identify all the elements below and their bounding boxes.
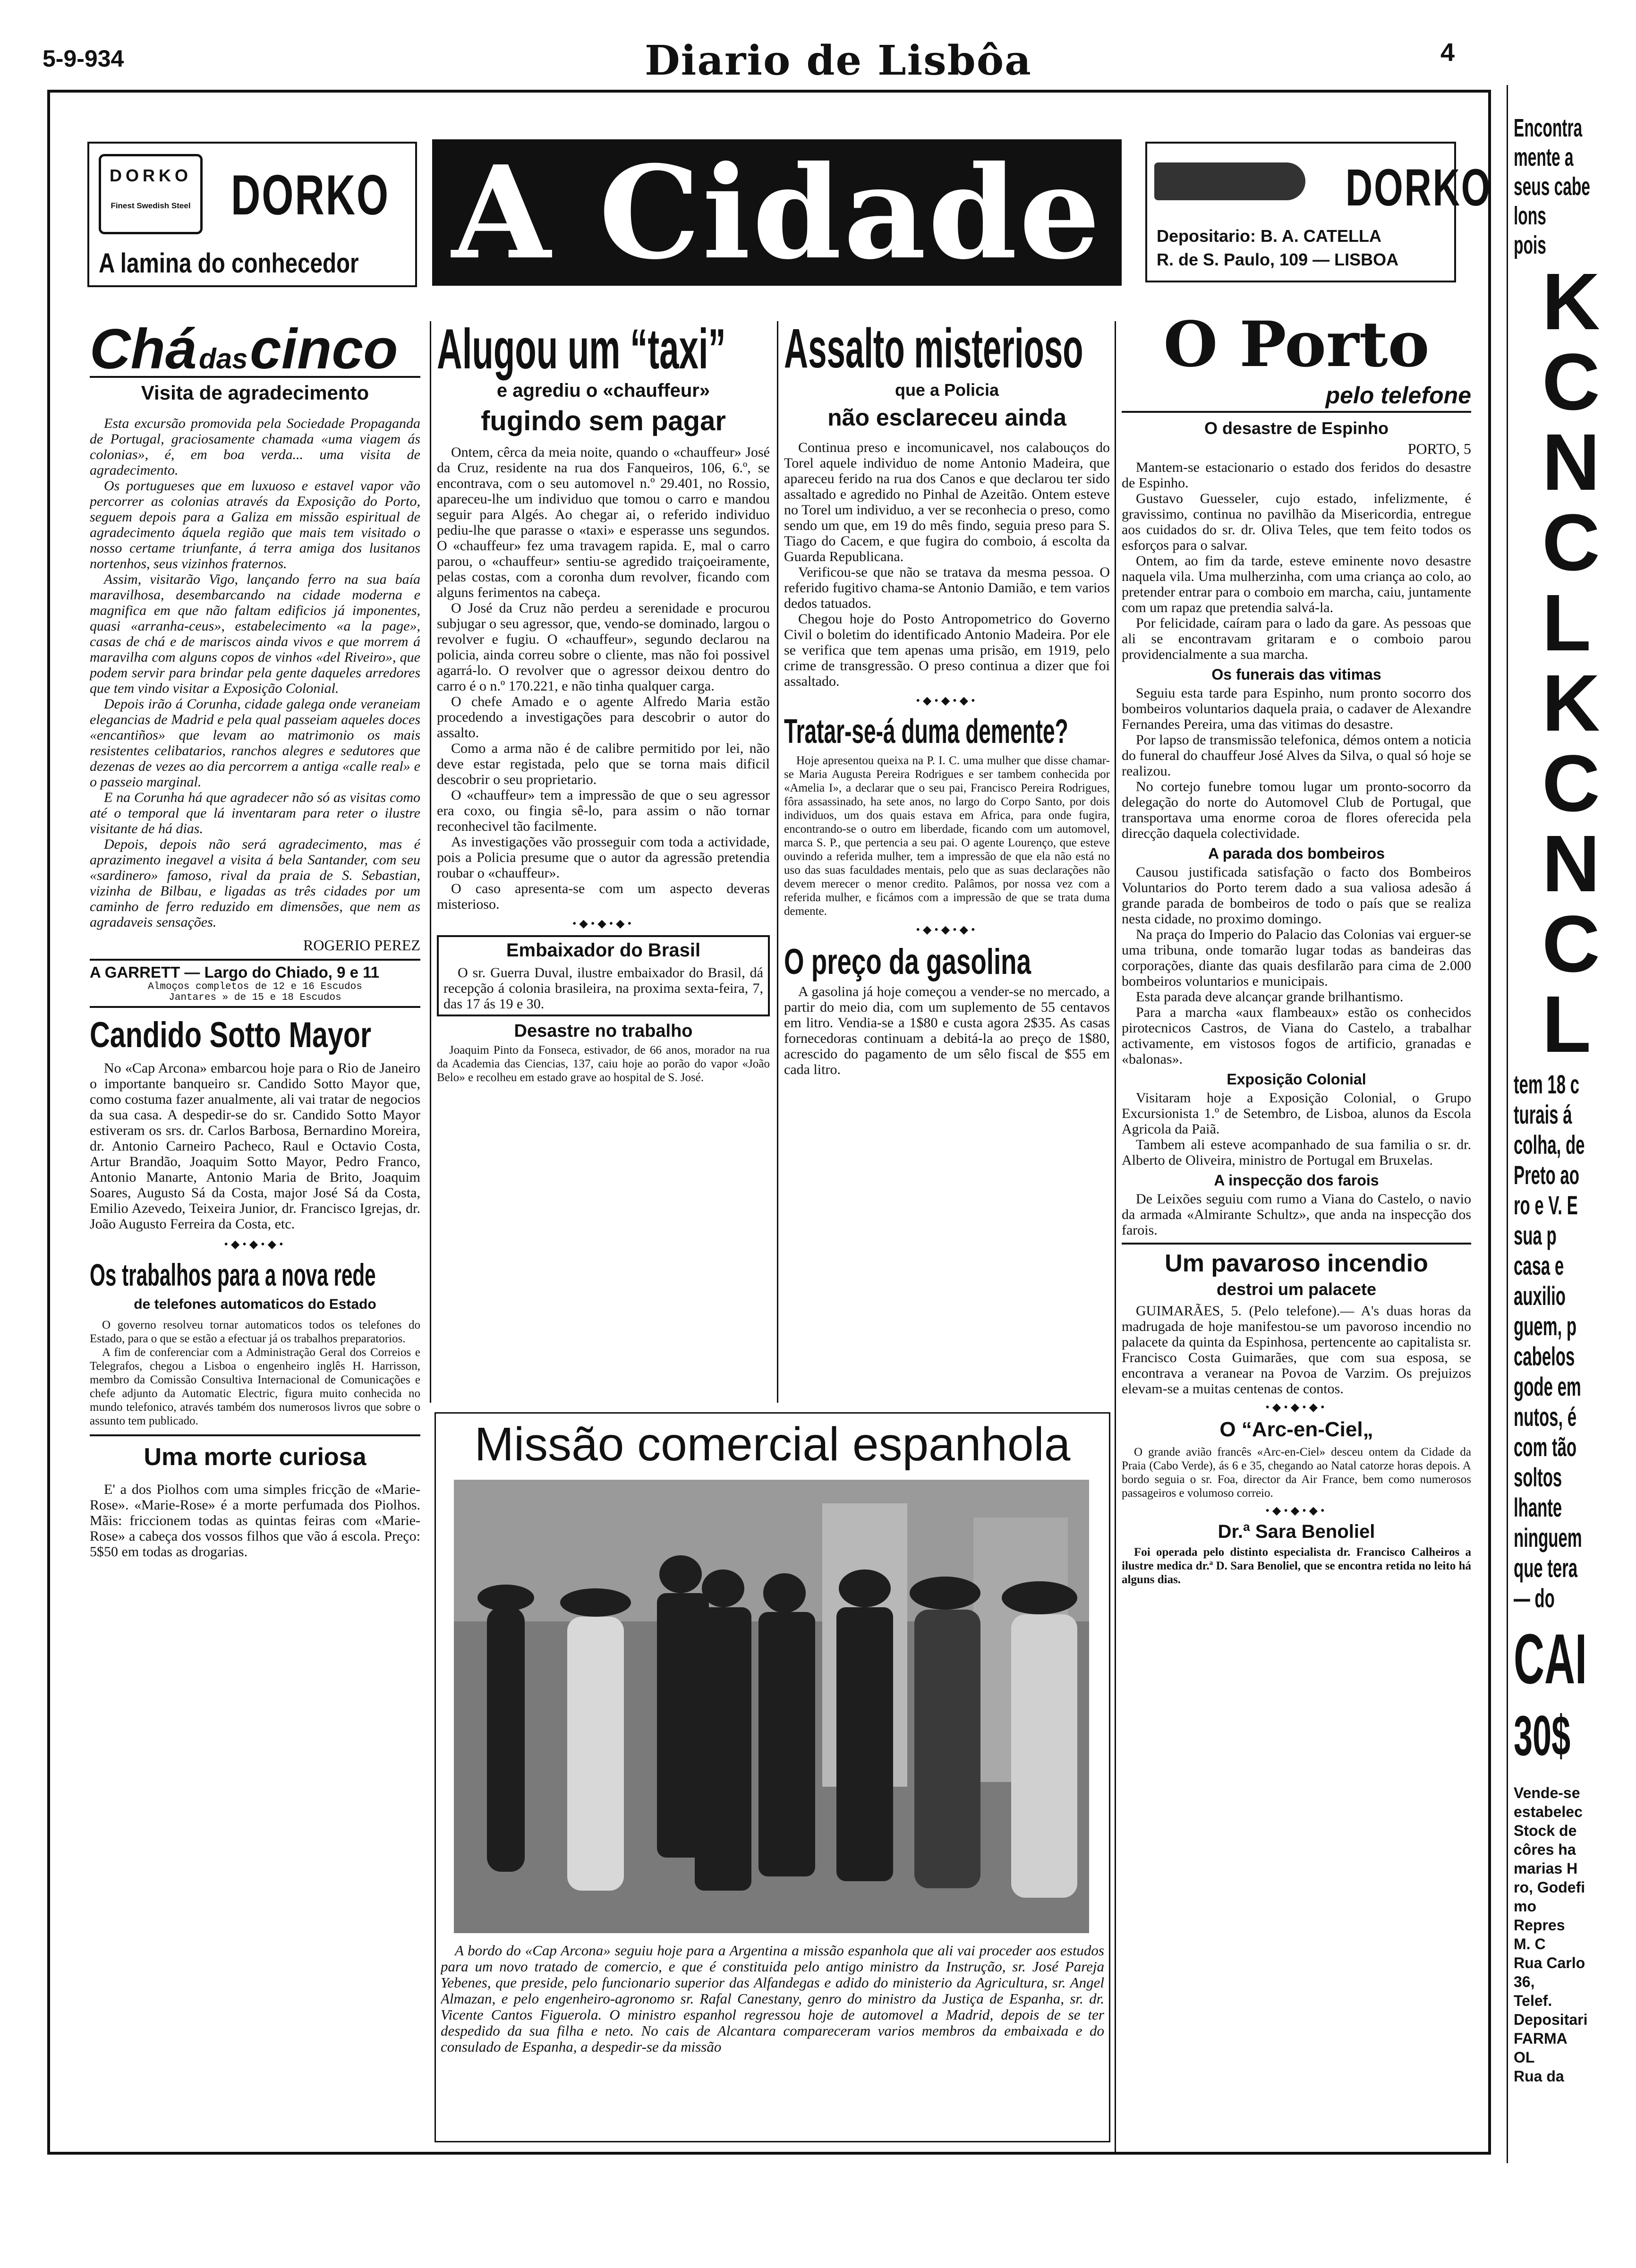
paragraph: Depois, depois não será agradecimento, mas é aprazimento inegavel a visita á bela Santander, com seu «sardinero» famoso, rival da praia de S. Sebastian, vizinha de Bilbau, e ligadas as três cidades por um caminho de ferro reduzido em dimensões, que nem as agradaveis sensações.: [90, 836, 420, 930]
strip-line: Preto ao: [1514, 1160, 1579, 1190]
gasolina-text: A gasolina já hoje começou a vender-se no mercado, a partir do meio dia, com um suplemento de 55 centavos em litro. Vendia-se a 1$80 e custa agora 2$35. As casas fornecedoras continuam a debitá-la ao preço de 1$80, acrescido do pagamento de um sêlo fiscal de $55 em cada litro.: [784, 984, 1110, 1077]
razor-blade-icon: [99, 154, 203, 234]
candido-text: No «Cap Arcona» embarcou hoje para o Rio de Janeiro o importante banqueiro sr. Candido Sotto Mayor que, como costuma fazer anualmente, ali vai tratar de negocios da sua casa. A despedir-se do sr. Candido Sotto Mayor estiveram os srs. dr. Carlos Barbosa, Bernardino Moreira, dr. Antonio Carneiro Pacheco, Raul e Octavio Costa, Artur Brandão, Joaquim Sotto Mayor, Pedro Franco, Antonio Manarte, Antonio Maria de Brito, Joaquim Soares, Augusto Sá da Costa, major José Sá da Costa, Emilio Azevedo, Teixeira Junior, dr. Francisco Igrejas, dr. João Augusto Ferreira da Costa, etc.: [90, 1060, 420, 1232]
paragraph: Ontem, ao fim da tarde, esteve eminente novo desastre naquela vila. Uma mulherzinha, com uma criança ao colo, ao pretender entrar para o comboio em marcha, caiu, juntamente com um rapaz que pretendia salvá-la.: [1122, 553, 1471, 615]
strip-line: lhante: [1514, 1492, 1562, 1522]
ad-left-brand: DORKO: [231, 163, 390, 227]
ad-right-brand: DORKO: [1346, 159, 1492, 217]
assalto-sub2: não esclareceu ainda: [827, 404, 1066, 431]
strip-line: mente a: [1514, 143, 1574, 171]
blade-strap: Finest Swedish Steel: [111, 201, 191, 210]
strip-line: auxilio: [1514, 1281, 1566, 1311]
strip-line: L: [1542, 578, 1591, 668]
embaixador-box: [437, 935, 770, 1016]
morte-text: E' a dos Piolhos com uma simples fricção de «Marie-Rose». «Marie-Rose» é a morte perfumada dos Piolhos. Mãis: friccionem todas as quintas feiras com «Marie-Rose» a cabeça dos vossos filhos que vão á escola. Preço: 5$50 em todas as drogarias.: [90, 1482, 420, 1560]
desastre-text: Joaquim Pinto da Fonseca, estivador, de 66 anos, morador na rua da Academia das Ciencias, 137, caiu hoje ao porão do vapor «João Belo» e recolheu em estado grave ao hospital de S. José.: [437, 1044, 770, 1084]
section-banner: [432, 139, 1122, 286]
strip-line: guem, p: [1514, 1311, 1577, 1341]
rule: [1122, 1243, 1471, 1245]
paragraph: O «chauffeur» tem a impressão de que o seu agressor era coxo, ou fingia sê-lo, para assim o não tornar reconhecivel tão facilmente.: [437, 787, 770, 834]
strip-big-letters: [1514, 257, 1634, 1069]
trabalhos-title: Os trabalhos para a nova rede: [90, 1257, 376, 1292]
ad-right-line2: R. de S. Paulo, 109 — LISBOA: [1157, 250, 1399, 269]
parada-p3: Esta parada deve alcançar grande brilhantismo.: [1136, 989, 1404, 1005]
photo-section: [435, 1412, 1110, 2142]
column-3: [784, 316, 1110, 1398]
rule: [90, 1006, 420, 1008]
desastre-title: Desastre no trabalho: [514, 1021, 693, 1041]
parada-p2: Na praça do Imperio do Palacio das Colonias vai erguer-se uma tribuna, onde tomarão lugar todas as bandeiras das corporações, diante das quais desfilarão para cima de 2.000 bombeiros voluntarios e municipais.: [1122, 927, 1471, 989]
assalto-title: Assalto misterioso: [784, 317, 1083, 380]
strip-line: K: [1542, 658, 1600, 748]
column-4: [1122, 312, 1471, 2140]
strip-line: C: [1542, 498, 1600, 588]
garrett-ad-line: Almoços completos de 12 e 16 Escudos: [148, 981, 362, 992]
strip-line: que tera: [1514, 1553, 1578, 1583]
article-title-cha: [90, 316, 420, 381]
paragraph: O José da Cruz não perdeu a serenidade e procurou subjugar o seu agressor, que, vendo-se dominado, largou o revolver e fugiu. O «chauffeur», segundo declarou na policia, ainda correu sobre o cliente, mas não foi possivel agarrá-lo. O revolver que o agressor deixou dentro do carro é o n.º 170.221, e não tinha qualquer carga.: [437, 600, 770, 694]
separator: •◆•◆•◆•: [224, 1238, 286, 1251]
paragraph: O chefe Amado e o agente Alfredo Maria estão procedendo a investigações para descobrir o autor do assalto.: [437, 694, 770, 741]
separator: •◆•◆•◆•: [572, 918, 634, 930]
embaixador-text: O sr. Guerra Duval, ilustre embaixador do Brasil, dá recepção á colonia brasileira, na proxima sexta-feira, 7, das 17 ás 19 e 30.: [443, 965, 763, 1012]
strip-line: pois: [1514, 231, 1546, 259]
strip-line: Depositari: [1514, 2011, 1588, 2028]
garrett-ad: A GARRETT — Largo do Chiado, 9 e 11: [90, 963, 380, 981]
separator: •◆•◆•◆•: [916, 695, 978, 707]
incendio-title: Um pavaroso incendio: [1165, 1250, 1428, 1277]
strip-line: N: [1542, 418, 1600, 507]
strip-big-cai: CAI: [1514, 1619, 1587, 1698]
dateline: PORTO, 5: [1407, 440, 1471, 457]
incendio-subtitle: destroi um palacete: [1216, 1279, 1377, 1299]
strip-line: turais á: [1514, 1100, 1572, 1129]
strip-line: marias H: [1514, 1860, 1578, 1877]
strip-line: casa e: [1514, 1251, 1564, 1280]
embaixador-title: Embaixador do Brasil: [506, 940, 701, 961]
strip-line: FARMA: [1514, 2030, 1568, 2047]
strip-line: ro, Godefi: [1514, 1879, 1585, 1896]
column-rule: [1507, 85, 1508, 2163]
taxi-sub1: e agrediu o «chauffeur»: [496, 380, 710, 401]
funerais-title: Os funerais das vitimas: [1211, 666, 1381, 683]
arc-text: O grande avião francês «Arc-en-Ciel» desceu ontem da Cidade da Praia (Cabo Verde), ás 6 e 35, chegando ao Natal catorze horas depois. A bordo seguia o sr. Foa, director da Air France, bem como numerosos passageiros e volumoso correio.: [1122, 1446, 1471, 1500]
column-2: [437, 316, 770, 1398]
strip-line: Rua Carlo: [1514, 1954, 1585, 1971]
photo-headline: Missão comercial espanhola: [474, 1418, 1071, 1470]
column-1: [90, 316, 420, 2140]
candido-title: Candido Sotto Mayor: [90, 1015, 372, 1055]
strip-line: M. C: [1514, 1935, 1546, 1953]
paragraph: Esta excursão promovida pela Sociedade Propaganda de Portugal, graciosamente chamada «uma viagem ás colonias», é, em boa verda... uma visita de agradecimento.: [90, 416, 420, 478]
separator: •◆•◆•◆•: [1265, 1505, 1328, 1517]
farois-text: De Leixões seguiu com rumo a Viana do Castelo, o navio da armada «Almirante Schultz», que anda na inspecção dos farois.: [1122, 1191, 1471, 1238]
strip-line: OL: [1514, 2049, 1535, 2066]
paragraph: O caso apresenta-se com um aspecto deveras misterioso.: [437, 881, 770, 912]
title-word: cinco: [250, 317, 398, 381]
strip-line: mo: [1514, 1898, 1536, 1915]
incendio-text: GUIMARÃES, 5. (Pelo telefone).— A's duas horas da madrugada de hoje manifestou-se um pavoroso incendio no palacete da quinta da Espinhosa, pertencente ao capitalista sr. Francisco Costa Guimarães, que com sua esposa, se encontrava a veranear na Povoa de Varzim. Os prejuizos elevam-se a muitas centenas de contos.: [1122, 1303, 1471, 1397]
ad-left-tagline: A lamina do conhecedor: [99, 248, 359, 279]
trabalhos-p2: A fim de conferenciar com a Administração Geral dos Correios e Telegrafos, chegou a Lisboa o engenheiro inglês H. Harrisson, membro da Comissão Consultiva Internacional de Comunicações e chefe adjunto da Automatic Electric, figura muito conhecida no mundo telefonico, através também dos numerosos livros que sobre o assunto tem publicado.: [90, 1346, 420, 1427]
razor-icon: [1154, 162, 1305, 200]
rule: [90, 1434, 420, 1436]
ad-left: [87, 142, 417, 287]
strip-mid-text: [1514, 1069, 1634, 1613]
blade-brand: DORKO: [110, 166, 192, 185]
sara-text: Foi operada pelo distinto especialista dr. Francisco Calheiros a ilustre medica dr.ª D. Sara Benoliel, que se encontra retida no leito há alguns dias.: [1122, 1546, 1471, 1586]
strip-line: Vende-se: [1514, 1784, 1580, 1801]
paragraph: Chegou hoje do Posto Antropometrico do Governo Civil o boletim do identificado Antonio Madeira. Por ele se verifica que tem apenas uma prisão, em 1919, pelo crime de transgressão. O preso continua a dizer que foi assaltado.: [784, 611, 1110, 689]
strip-line: soltos: [1514, 1462, 1562, 1492]
paragraph: Como a arma não é de calibre permitido por lei, não deve estar registada, pelo que se torna mais dificil descobrir o seu proprietario.: [437, 741, 770, 787]
strip-line: C: [1542, 899, 1600, 989]
exposicao-p1: Visitaram hoje a Exposição Colonial, o Grupo Excursionista 1.º de Setembro, de Lisboa, alunos da Escola Agricola da Paiã.: [1122, 1090, 1471, 1137]
paragraph: Gustavo Guesseler, cujo estado, infelizmente, é gravissimo, continua no pavilhão da Misericordia, entregue aos cuidados do sr. dr. Oliva Teles, que tem feito todos os esforços para o salvar.: [1122, 491, 1471, 553]
sara-title: Dr.ª Sara Benoliel: [1218, 1521, 1375, 1542]
strip-line: 36,: [1514, 1973, 1535, 1990]
title-word: Chá: [90, 317, 197, 381]
espinho-title: O desastre de Espinho: [1204, 418, 1389, 438]
strip-line: cabelos: [1514, 1341, 1575, 1371]
column-rule: [1115, 321, 1116, 2154]
rule: [90, 959, 420, 961]
parada-title: A parada dos bombeiros: [1208, 845, 1385, 862]
paragraph: Assim, visitarão Vigo, lançando ferro na sua baía maravilhosa, desembarcando na cidade moderna e magnifica em que não faltam edificios já imponentes, quasi «arranha-ceus», estabelecimento «a la page», casas de chá e de mariscos ainda vivos e que morrem á maravilha com alguns copos de vinhos «del Riveiro», que podem servir para brindar pela gente daqueles arredores que tem vindo visitar a Exposição Colonial.: [90, 571, 420, 696]
farois-title: A inspecção dos farois: [1214, 1172, 1379, 1189]
separator: •◆•◆•◆•: [1265, 1401, 1328, 1414]
article-subtitle: Visita de agradecimento: [141, 382, 369, 404]
strip-line: Encontra: [1514, 114, 1583, 142]
strip-line: L: [1542, 980, 1591, 1069]
section-banner-title: A Cidade: [452, 144, 1102, 281]
ad-right: [1145, 142, 1492, 282]
demente-title: Tratar-se-á duma demente?: [784, 713, 1068, 750]
strip-line: nutos, é: [1514, 1402, 1577, 1432]
strip-line: — do: [1514, 1583, 1555, 1613]
article-body: [1122, 460, 1471, 662]
parada-p4: Para a marcha «aux flambeaux» estão os conhecidos pirotecnicos Castros, de Viana do Castelo, a trabalhar activamente, em vistosos fogos de artificio, granadas e «balonas».: [1122, 1005, 1471, 1067]
strip-line: lons: [1514, 202, 1546, 230]
taxi-title: Alugou um “taxi”: [437, 317, 726, 381]
funerais-p3: No cortejo funebre tomou lugar um pronto-socorro da delegação do norte do Automovel Club de Portugal, que transportava uma enorme coroa de flores oferecida pela direcção daquela colectividade.: [1122, 779, 1471, 841]
strip-line: Telef.: [1514, 1992, 1552, 2009]
morte-title: Uma morte curiosa: [144, 1443, 366, 1471]
column-rule: [777, 321, 778, 1403]
exposicao-title: Exposição Colonial: [1227, 1071, 1366, 1088]
rule: [1122, 411, 1471, 413]
strip-line: côres ha: [1514, 1841, 1576, 1858]
strip-line: gode em: [1514, 1372, 1581, 1401]
strip-line: ro e V. E: [1514, 1190, 1578, 1220]
paragraph: Depois irão á Corunha, cidade galega onde veraneiam elegancias de Madrid e pela qual passeiam aqueles doces «encantiños» que levam ao matrimonio os mais resistentes celibatarios, ranchos alegres e sedutores que dezenas de vezes ao dia percorrem a antiga «calle real» e o passeio marginal.: [90, 696, 420, 790]
porto-subtitle: pelo telefone: [1325, 382, 1471, 409]
funerais-p2: Por lapso de transmissão telefonica, démos ontem a noticia do funeral do chauffeur José Alves da Silva, o qual só hoje se realizou.: [1122, 732, 1471, 779]
adjacent-page-strip: [1514, 113, 1634, 2163]
trabalhos-subtitle: de telefones automaticos do Estado: [134, 1296, 376, 1312]
paragraph: Ontem, cêrca da meia noite, quando o «chauffeur» José da Cruz, residente na rua dos Fanqueiros, 106, 6.º, se encontrava, com o seu automovel n.º 29.401, no Rossio, apareceu-lhe um individuo que tomou o carro e mandou seguir para Algés. Ao chegar ai, o referido individuo pediu-lhe que parasse o «taxi» e esperasse uns segundos. O «chauffeur» fez uma travagem rapida. E, mal o carro parou, o «chauffeur» sentiu-se agredido traiçoeiramente, pelas costas, com a coronha dum revolver, ficando com alguns ferimentos na cabeça.: [437, 444, 770, 600]
strip-bottom-text: [1514, 1783, 1634, 2086]
strip-line: ninguem: [1514, 1523, 1582, 1552]
strip-line: estabelec: [1514, 1803, 1583, 1820]
paragraph: Mantem-se estacionario o estado dos feridos do desastre de Espinho.: [1122, 460, 1471, 491]
strip-line: C: [1542, 337, 1600, 427]
porto-title: O Porto: [1163, 312, 1430, 381]
paragraph: Os portugueses que em luxuoso e estavel vapor vão percorrer as colonias através da Exposição do Porto, seguem depois para a Galiza em missão espiritual de agradecimento áquela região que mais tem visitado o nosso certame triunfante, á terra amiga dos lusitanos nortenhos, seus vizinhos fraternos.: [90, 478, 420, 571]
gasolina-title: O preço da gasolina: [784, 942, 1031, 982]
issue-date: 5-9-934: [43, 45, 124, 72]
demente-text: Hoje apresentou queixa na P. I. C. uma mulher que disse chamar-se Maria Augusta Pereira Rodrigues e ser tambem conhecida por «Amelia I», a declarar que o seu pai, Francisco Pereira Rodrigues, fôra assassinado, ha sete anos, no largo do Corpo Santo, por dois individuos, um dos quais estava em Africa, para onde fugira, encontrando-se o outro em liberdade, ficando com um automovel, marca S. P., que pertencia a seu pai. O agente Lourenço, que esteve ouvindo a referida mulher, tem a impressão de que ela não está no uso das suas faculdades mentais, pelo que as suas declarações não devem merecer o menor credito. Palâmos, por nossa vez com a referida mulher, e ficámos com a impressão de que se trata duma demente.: [784, 754, 1110, 918]
paragraph: Continua preso e incomunicavel, nos calabouços do Torel aquele individuo de nome Antonio Madeira, que apareceu ferido na rua dos Canos e que declarou ter sido assaltado e agredido no Pinhal de Azeitão. Ontem esteve no Torel um individuo, a ver se reconhecia o preso, como sendo um que, em 19 do mês findo, seguia preso para S. Tiago do Cacem, e que fugira do comboio, á escolta da Guarda Republicana.: [784, 440, 1110, 564]
article-body: [437, 444, 770, 912]
column-rule: [430, 321, 431, 1403]
signature: ROGERIO PEREZ: [303, 937, 420, 954]
strip-line: K: [1542, 257, 1600, 347]
paragraph: As investigações vão prosseguir com toda a actividade, pois a Policia presume que o autor da agressão pretendia roubar o «chauffeur».: [437, 834, 770, 881]
photo: [454, 1480, 1089, 1933]
strip-top-text: [1514, 113, 1634, 260]
taxi-sub2: fugindo sem pagar: [481, 406, 726, 436]
exposicao-p2: Tambem ali esteve acompanhado de sua familia o sr. dr. Alberto de Oliveira, ministro de Portugal em Bruxelas.: [1122, 1137, 1471, 1168]
strip-line: tem 18 c: [1514, 1069, 1579, 1099]
article-body: [784, 440, 1110, 689]
paragraph: Verificou-se que não se tratava da mesma pessoa. O referido fugitivo chama-se Antonio Damião, e tem varios dedos tatuados.: [784, 564, 1110, 611]
assalto-sub1: que a Policia: [895, 380, 999, 400]
parada-p1: Causou justificada satisfação o facto dos Bombeiros Voluntarios do Porto terem dado a sua valiosa adesão á grande parada de bombeiros de todo o país que se realiza nesta cidade, no proximo domingo.: [1122, 864, 1471, 927]
strip-line: Rua da: [1514, 2068, 1564, 2085]
strip-line: N: [1542, 819, 1600, 909]
ad-right-line1: Depositario: B. A. CATELLA: [1157, 226, 1381, 246]
strip-line: seus cabe: [1514, 172, 1590, 201]
strip-line: sua p: [1514, 1220, 1557, 1250]
paragraph: Por felicidade, caíram para o lado da gare. As pessoas que ali se encontravam gritaram e o comboio parou providencialmente a sua marcha.: [1122, 615, 1471, 662]
photo-caption: A bordo do «Cap Arcona» seguiu hoje para a Argentina a missão espanhola que ali vai proceder aos estudos para um novo tratado de comercio, e que é constituida pelo antigo ministro da Instrução, sr. José Pareja Yebenes, que preside, pelo funcionario superior das Alfandegas e adido do ministerio da Agricultura, sr. Angel Almazan, e pelo engenheiro-agronomo sr. Rafal Canestany, genro do ministro da Justiça de Espanha, sr. dr. Vicente Cantos Figuerola. O ministro espanhol regressou hoje de automovel a Madrid, depois de se ter despedido da sua filha e neto. No cais de Alcantara compareceram varios membros da embaixada e do consulado de Espanha, a despedir-se da missão: [441, 1943, 1104, 2055]
strip-line: com tão: [1514, 1432, 1577, 1462]
arc-title: O “Arc-en-Ciel„: [1219, 1418, 1373, 1441]
strip-line: colha, de: [1514, 1130, 1585, 1160]
strip-big-30: 30$: [1514, 1704, 1571, 1767]
strip-line: Repres: [1514, 1917, 1565, 1934]
group-photo-illustration: [454, 1480, 1089, 1933]
trabalhos-p1: O governo resolveu tornar automaticos todos os telefones do Estado, para o que se estão a efectuar já os trabalhos preparatorios.: [90, 1319, 420, 1345]
paragraph: E na Corunha há que agradecer não só as visitas como até o temporal que lá inventaram para reter o ilustre visitante de há dias.: [90, 790, 420, 836]
separator: •◆•◆•◆•: [916, 924, 978, 936]
funerais-p1: Seguiu esta tarde para Espinho, num pronto socorro dos bombeiros voluntarios daquela praia, o cadaver de Alexandre Fernandes Pereira, uma das vitimas do desastre.: [1122, 685, 1471, 732]
page-number: 4: [1440, 38, 1455, 67]
paper-title: Diario de Lisbôa: [645, 37, 1032, 85]
title-word: das: [199, 343, 248, 375]
article-body: [90, 416, 420, 930]
garrett-ad-line: Jantares » de 15 e 18 Escudos: [169, 992, 341, 1003]
strip-line: Stock de: [1514, 1822, 1577, 1839]
strip-line: C: [1542, 739, 1600, 828]
